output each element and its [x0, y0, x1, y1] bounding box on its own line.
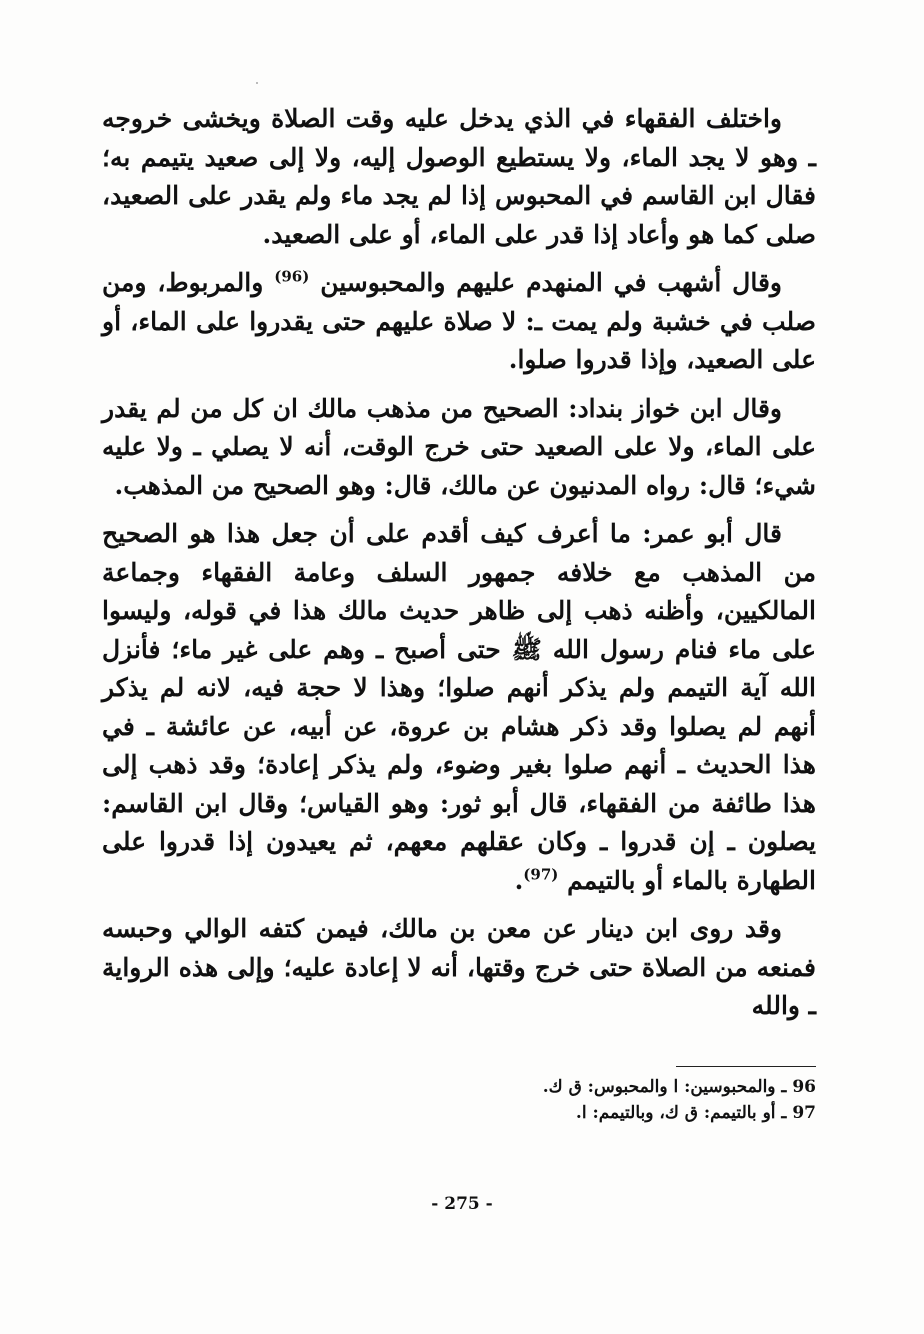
- main-text: [102, 100, 816, 1036]
- footnote-97: 97 ـ أو بالتيمم: ق ك، وبالتيمم: ا.: [575, 1103, 816, 1123]
- footnote-ref-97: (97): [523, 865, 559, 884]
- footnotes: [400, 1074, 816, 1126]
- paragraph-1: واختلف الفقهاء في الذي يدخل عليه وقت الصلاة ويخشى خروجه ـ وهو لا يجد الماء، ولا يستطيع الوصول إليه، ولا إلى صعيد يتيمم به؛ فقال ابن القاسم في المحبوس إذا لم يجد ماء ولم يقدر على الصعيد، صلى كما هو وأعاد إذا قدر على الماء، أو على الصعيد.: [102, 104, 816, 249]
- paragraph-4-text-b: .: [514, 865, 524, 895]
- footnote-ref-96: (96): [274, 267, 310, 286]
- paragraph-5: وقد روى ابن دينار عن معن بن مالك، فيمن كتفه الوالي وحبسه فمنعه من الصلاة حتى خرج وقتها، أنه لا إعادة عليه؛ وإلى هذه الرواية ـ والله: [102, 914, 816, 1020]
- paragraph-4: [102, 515, 816, 900]
- paragraph-2-text-a: وقال أشهب في المنهدم عليهم والمحبوسين: [320, 268, 782, 297]
- footnote-96: 96 ـ والمحبوسين: ا والمحبوس: ق ك.: [542, 1077, 816, 1097]
- paragraph-2: [102, 264, 816, 380]
- paragraph-4-text-a: قال أبو عمر: ما أعرف كيف أقدم على أن جعل هذا هو الصحيح من المذهب مع خلافه جمهور السلف وعامة الفقهاء وجماعة المالكيين، وأظنه ذهب إلى ظاهر حديث مالك هذا في قوله، وليسوا على ماء فنام رسول الله ﷺ حتى أصبح ـ وهم على غير ماء؛ فأنزل الله آية التيمم ولم يذكر أنهم صلوا؛ وهذا لا حجة فيه، لانه لم يذكر أنهم لم يصلوا وقد ذكر هشام بن عروة، عن أبيه، عن عائشة ـ في هذا الحديث ـ أنهم صلوا بغير وضوء، ولم يذكر إعادة؛ وقد ذهب إلى هذا طائفة من الفقهاء، قال أبو ثور: وهو القياس؛ وقال ابن القاسم: يصلون ـ إن قدروا ـ وكان عقلهم معهم، ثم يعيدون إذا قدروا على الطهارة بالماء أو بالتيمم: [102, 519, 816, 895]
- page-number: - 275 -: [431, 1194, 493, 1214]
- footnote-divider: [676, 1066, 816, 1067]
- paragraph-2-text-b: والمربوط، ومن صلب في خشبة ولم يمت ـ: لا صلاة عليهم حتى يقدروا على الماء، أو على الصعيد، وإذا قدروا صلوا.: [102, 268, 816, 374]
- paragraph-3: وقال ابن خواز بنداد: الصحيح من مذهب مالك ان كل من لم يقدر على الماء، ولا على الصعيد حتى خرج الوقت، أنه لا يصلي ـ ولا عليه شيء؛ قال: رواه المدنيون عن مالك، قال: وهو الصحيح من المذهب.: [102, 393, 816, 500]
- scan-speck: [256, 82, 258, 84]
